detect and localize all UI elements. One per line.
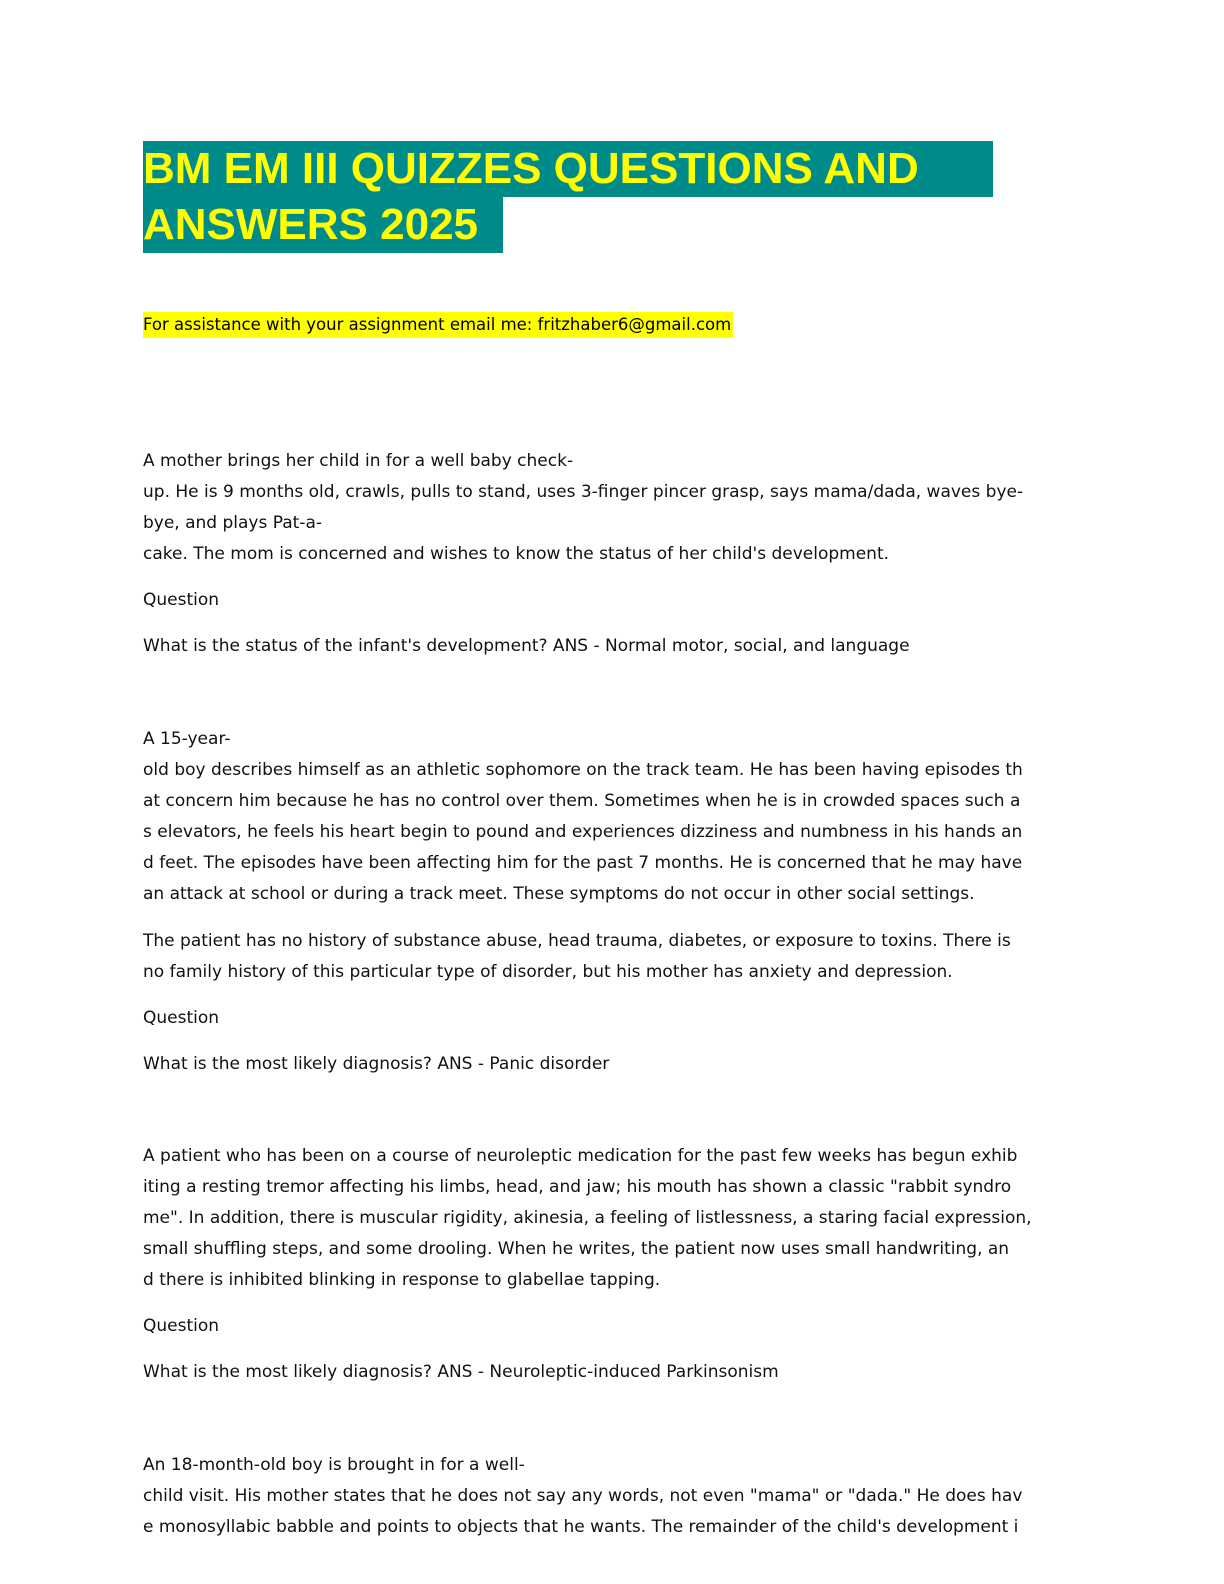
q1-scenario-line: cake. The mom is concerned and wishes to know the status of her child's development. <box>143 544 890 564</box>
q4-scenario-line: child visit. His mother states that he does not say any words, not even "mama" or "dada." He does hav <box>143 1486 1023 1506</box>
q1-question-label: Question <box>143 590 220 610</box>
q2-answer: What is the most likely diagnosis? ANS - Panic disorder <box>143 1054 610 1074</box>
q1-scenario-line: A mother brings her child in for a well baby check- <box>143 451 574 471</box>
contact-email-line: For assistance with your assignment email me: fritzhaber6@gmail.com <box>143 312 733 338</box>
q3-scenario-line: d there is inhibited blinking in response to glabellae tapping. <box>143 1270 661 1290</box>
document-title-line-1: BM EM III QUIZZES QUESTIONS AND <box>143 141 993 197</box>
q2-scenario-line: s elevators, he feels his heart begin to pound and experiences dizziness and numbness in his hands an <box>143 822 1023 842</box>
q2-scenario-line: A 15-year- <box>143 729 231 749</box>
q2-question-label: Question <box>143 1008 220 1028</box>
q2-scenario-line: d feet. The episodes have been affecting him for the past 7 months. He is concerned that he may have <box>143 853 1023 873</box>
q2-history-line: no family history of this particular type of disorder, but his mother has anxiety and depression. <box>143 962 953 982</box>
q2-scenario-line: old boy describes himself as an athletic sophomore on the track team. He has been having episodes th <box>143 760 1023 780</box>
q3-scenario-line: A patient who has been on a course of neuroleptic medication for the past few weeks has begun exhib <box>143 1146 1018 1166</box>
q3-scenario-line: me". In addition, there is muscular rigidity, akinesia, a feeling of listlessness, a staring facial expression, <box>143 1208 1032 1228</box>
q4-scenario-line: e monosyllabic babble and points to objects that he wants. The remainder of the child's development i <box>143 1517 1019 1537</box>
q1-scenario-line: up. He is 9 months old, crawls, pulls to stand, uses 3-finger pincer grasp, says mama/dada, waves bye- <box>143 482 1024 502</box>
q2-scenario-line: at concern him because he has no control over them. Sometimes when he is in crowded spaces such a <box>143 791 1021 811</box>
q1-answer: What is the status of the infant's development? ANS - Normal motor, social, and language <box>143 636 910 656</box>
q1-scenario-line: bye, and plays Pat-a- <box>143 513 323 533</box>
document-title-line-2: ANSWERS 2025 <box>143 197 503 253</box>
q2-scenario-line: an attack at school or during a track meet. These symptoms do not occur in other social settings. <box>143 884 975 904</box>
q3-scenario-line: small shuffling steps, and some drooling. When he writes, the patient now uses small handwriting, an <box>143 1239 1010 1259</box>
q2-history-line: The patient has no history of substance abuse, head trauma, diabetes, or exposure to toxins. There is <box>143 931 1011 951</box>
q3-answer: What is the most likely diagnosis? ANS - Neuroleptic-induced Parkinsonism <box>143 1362 779 1382</box>
q3-scenario-line: iting a resting tremor affecting his limbs, head, and jaw; his mouth has shown a classic "rabbit syndro <box>143 1177 1012 1197</box>
q4-scenario-line: An 18-month-old boy is brought in for a well- <box>143 1455 525 1475</box>
q3-question-label: Question <box>143 1316 220 1336</box>
